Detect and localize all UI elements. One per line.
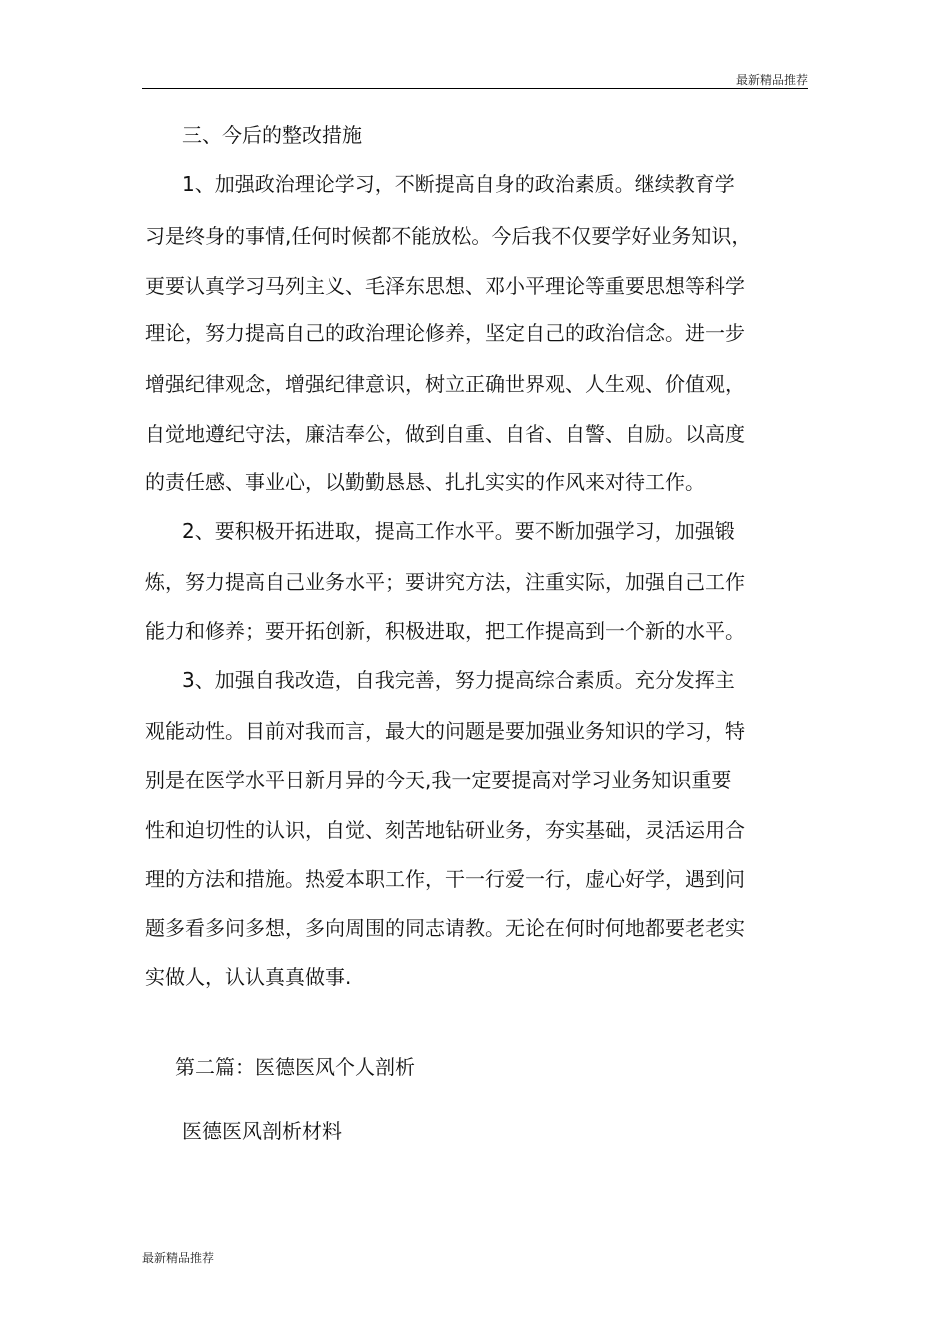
paragraph-line: 3、加强自我改造，自我完善，努力提高综合素质。充分发挥主: [182, 668, 735, 692]
paragraph-line: 2、要积极开拓进取，提高工作水平。要不断加强学习，加强锻: [182, 519, 735, 543]
paragraph-line: 观能动性。目前对我而言，最大的问题是要加强业务知识的学习，特: [145, 719, 745, 743]
paragraph-line: 1、加强政治理论学习，不断提高自身的政治素质。继续教育学: [182, 172, 735, 196]
paragraph-line: 能力和修养；要开拓创新，积极进取，把工作提高到一个新的水平。: [145, 619, 745, 643]
chapter-title: 第二篇：医德医风个人剖析: [175, 1055, 415, 1079]
paragraph-line: 实做人，认认真真做事.: [145, 965, 352, 989]
paragraph-line: 理的方法和措施。热爱本职工作，干一行爱一行，虚心好学，遇到问: [145, 867, 745, 891]
header-divider: [142, 88, 808, 89]
paragraph-line: 自觉地遵纪守法，廉洁奉公，做到自重、自省、自警、自励。以高度: [145, 422, 745, 446]
paragraph-line: 的责任感、事业心，以勤勤恳恳、扎扎实实的作风来对待工作。: [145, 470, 705, 494]
page-footer: 最新精品推荐: [142, 1251, 215, 1265]
paragraph-line: 习是终身的事情,任何时候都不能放松。今后我不仅要学好业务知识，: [145, 224, 752, 248]
document-subtitle: 医德医风剖析材料: [182, 1119, 342, 1143]
paragraph-line: 别是在医学水平日新月异的今天,我一定要提高对学习业务知识重要: [145, 768, 732, 792]
paragraph-line: 炼，努力提高自己业务水平；要讲究方法，注重实际，加强自己工作: [145, 570, 745, 594]
paragraph-line: 理论，努力提高自己的政治理论修养，坚定自己的政治信念。进一步: [145, 321, 745, 345]
page-header: 最新精品推荐: [735, 73, 808, 87]
paragraph-line: 性和迫切性的认识，自觉、刻苦地钻研业务，夯实基础，灵活运用合: [145, 818, 745, 842]
paragraph-line: 增强纪律观念，增强纪律意识，树立正确世界观、人生观、价值观，: [145, 372, 745, 396]
section-heading: 三、今后的整改措施: [182, 123, 362, 147]
paragraph-line: 更要认真学习马列主义、毛泽东思想、邓小平理论等重要思想等科学: [145, 274, 745, 298]
paragraph-line: 题多看多问多想，多向周围的同志请教。无论在何时何地都要老老实: [145, 916, 745, 940]
